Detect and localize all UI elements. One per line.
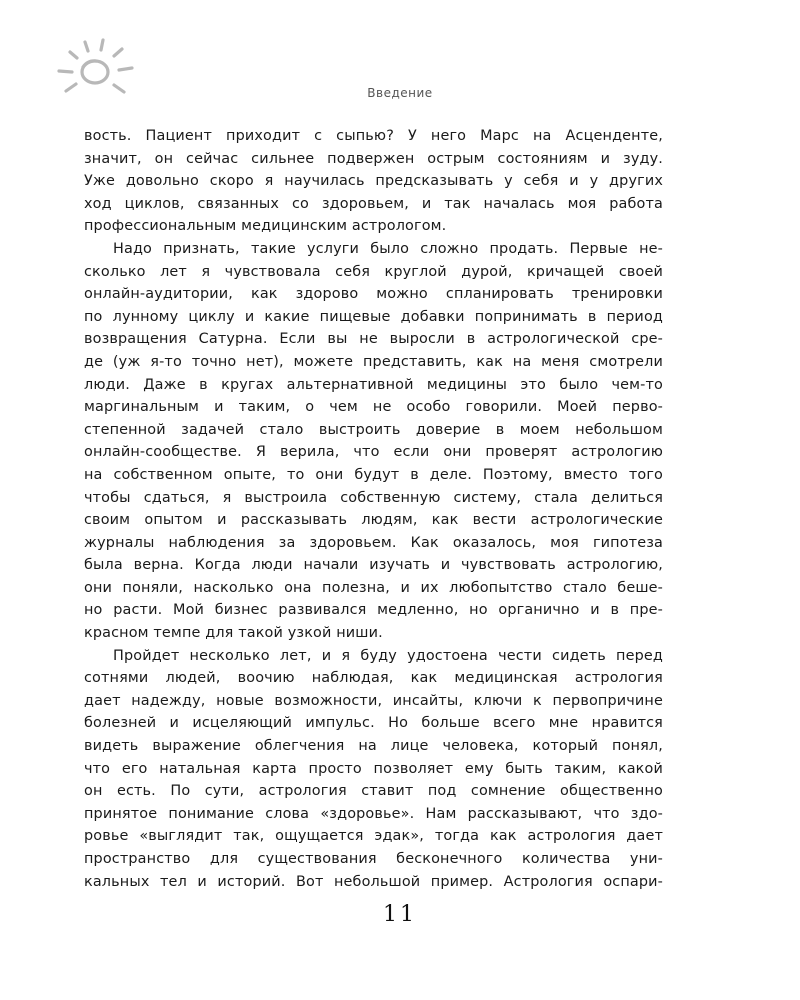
text-line: красном темпе для такой узкой ниши. — [84, 625, 383, 642]
text-line: степенной задачей стало выстроить доверие в моем небольшом — [84, 421, 663, 438]
text-line: но расти. Мой бизнес развивался медленно, но органично и в пре- — [84, 602, 663, 619]
text-line: маргинальным и таким, о чем не особо говорили. Моей перво- — [84, 399, 663, 416]
text-line: сколько лет я чувствовала себя круглой дурой, кричащей своей — [84, 263, 663, 280]
text-line: Надо признать, такие услуги было сложно продать. Первые не- — [113, 240, 663, 257]
body-text — [84, 125, 663, 893]
text-line: Уже довольно скоро я научилась предсказывать у себя и у других — [84, 173, 663, 190]
text-line: журналы наблюдения за здоровьем. Как оказалось, моя гипотеза — [84, 534, 663, 551]
text-line: онлайн-аудитории, как здорово можно спланировать тренировки — [84, 286, 663, 303]
text-line: ровье «выглядит так, ощущается эдак», тогда как астрология дает — [84, 828, 663, 845]
text-line: принятое понимание слова «здоровье». Нам рассказывают, что здо- — [84, 805, 663, 822]
text-line: кальных тел и историй. Вот небольшой пример. Астрология оспари- — [84, 873, 663, 890]
text-line: что его натальная карта просто позволяет ему быть таким, какой — [84, 760, 663, 777]
text-line: значит, он сейчас сильнее подвержен острым состояниям и зуду. — [84, 150, 663, 167]
text-line: профессиональным медицинским астрологом. — [84, 218, 447, 235]
text-line: была верна. Когда люди начали изучать и чувствовать астрологию, — [84, 557, 663, 574]
text-line: сотнями людей, воочию наблюдая, как медицинская астрология — [84, 670, 663, 687]
text-line: видеть выражение облегчения на лице человека, который понял, — [84, 738, 663, 755]
text-line: онлайн-сообществе. Я верила, что если они проверят астрологию — [84, 444, 663, 461]
text-line: возвращения Сатурна. Если вы не выросли в астрологической сре- — [84, 331, 663, 348]
page-number: 11 — [383, 902, 417, 927]
text-line: чтобы сдаться, я выстроила собственную систему, стала делиться — [84, 489, 663, 506]
text-line: они поняли, насколько она полезна, и их любопытство стало беше- — [84, 579, 663, 596]
text-line: вость. Пациент приходит с сыпью? У него Марс на Асценденте, — [84, 128, 663, 144]
text-line: люди. Даже в кругах альтернативной медицины это было чем-то — [84, 376, 663, 393]
text-line: ход циклов, связанных со здоровьем, и так началась моя работа — [84, 195, 663, 212]
text-line: болезней и исцеляющий импульс. Но больше всего мне нравится — [84, 715, 663, 732]
text-line: на собственном опыте, то они будут в деле. Поэтому, вместо того — [84, 466, 663, 483]
text-line: своим опытом и рассказывать людям, как вести астрологические — [84, 512, 663, 529]
text-line: Пройдет несколько лет, и я буду удостоена чести сидеть перед — [113, 647, 663, 664]
text-line: де (уж я-то точно нет), можете представить, как на меня смотрели — [84, 353, 663, 370]
text-line: по лунному циклу и какие пищевые добавки попринимать в период — [84, 308, 663, 325]
text-line: дает надежду, новые возможности, инсайты, ключи к первопричине — [84, 692, 663, 709]
text-line: он есть. По сути, астрология ставит под сомнение общественно — [84, 783, 663, 800]
running-header: Введение — [367, 86, 433, 100]
text-line: пространство для существования бесконечного количества уни- — [84, 851, 663, 867]
